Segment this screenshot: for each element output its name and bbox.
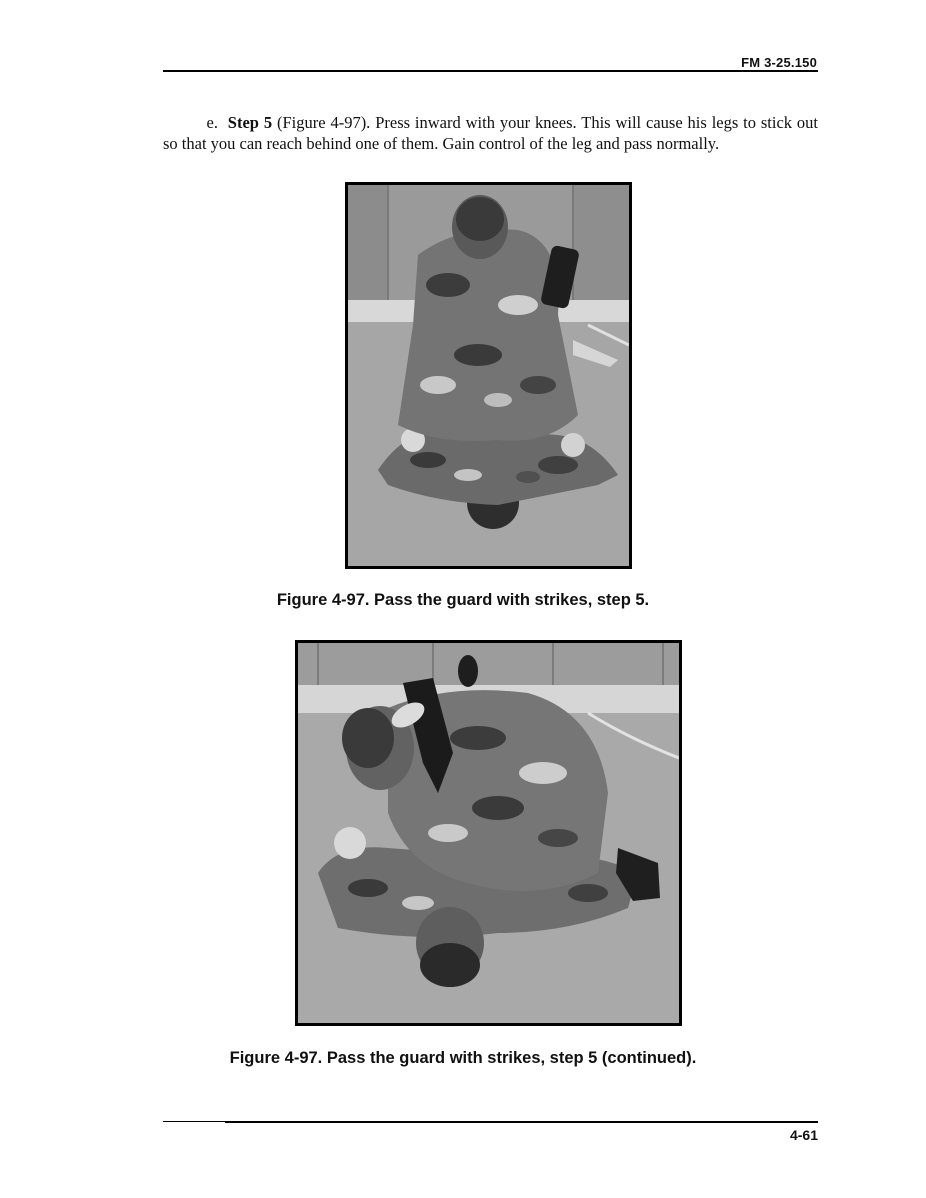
photo-illustration [348, 185, 629, 566]
step-paragraph [163, 112, 818, 154]
paragraph-lead-letter: e. [206, 113, 218, 132]
figure-photo-step5-continued [295, 640, 682, 1026]
page-number: 4-61 [789, 1127, 818, 1143]
paragraph-text: (Figure 4-97). Press inward with your knees. This will cause his legs to stick out so that you can reach behind one of them. Gain control of the leg and pass normally. [163, 113, 819, 153]
footer-rule-thick [225, 1121, 818, 1123]
step-label: Step 5 [227, 113, 273, 132]
photo-illustration [298, 643, 679, 1023]
figure-photo-step5 [345, 182, 632, 569]
figure-caption-1: Figure 4-97. Pass the guard with strikes, step 5. [276, 591, 650, 609]
header-document-id: FM 3-25.150 [741, 55, 817, 70]
header-rule [163, 70, 818, 72]
figure-caption-2: Figure 4-97. Pass the guard with strikes, step 5 (continued). [229, 1049, 697, 1067]
